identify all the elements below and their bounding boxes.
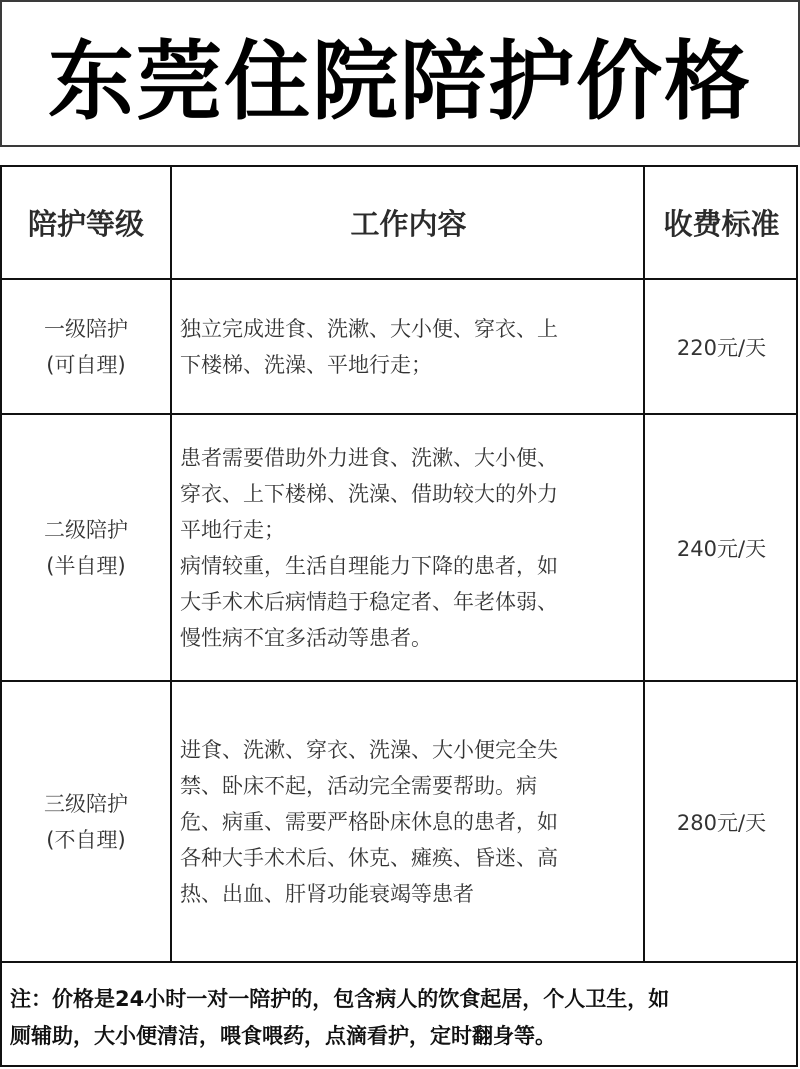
content-line: 进食、洗漱、穿衣、洗澡、大小便完全失 (180, 737, 558, 762)
header-content-label: 工作内容 (350, 207, 467, 241)
title-box (0, 0, 800, 147)
footnote-line: 厕辅助，大小便清洁，喂食喂药，点滴看护，定时翻身等。 (10, 1024, 556, 1048)
content-line: 穿衣、上下楼梯、洗澡、借助较大的外力 (180, 481, 558, 506)
content-cell (172, 280, 645, 413)
page-title: 东莞住院陪护价格 (48, 31, 752, 132)
table-header-row (2, 167, 796, 280)
table-row (2, 415, 796, 682)
level-note: (不自理) (46, 827, 126, 852)
content-line: 大手术术后病情趋于稳定者、年老体弱、 (180, 589, 558, 614)
level-name: 一级陪护 (44, 316, 128, 341)
content-line: 下楼梯、洗澡、平地行走； (180, 352, 432, 377)
price-cell (645, 280, 798, 413)
price-cell (645, 415, 798, 680)
level-note: (可自理) (46, 352, 126, 377)
content-cell (172, 682, 645, 961)
level-name: 三级陪护 (44, 791, 128, 816)
level-cell (2, 415, 172, 680)
footnote-line: 注：价格是24小时一对一陪护的，包含病人的饮食起居，个人卫生，如 (10, 987, 670, 1011)
content-cell (172, 415, 645, 680)
price-cell (645, 682, 798, 961)
header-content (172, 167, 645, 278)
header-price (645, 167, 798, 278)
price-value: 280元/天 (676, 810, 767, 835)
content-line: 平地行走； (180, 517, 285, 542)
content-line: 独立完成进食、洗漱、大小便、穿衣、上 (180, 316, 558, 341)
header-price-label: 收费标准 (663, 207, 780, 241)
price-value: 220元/天 (676, 335, 767, 360)
price-table (0, 165, 798, 1067)
content-line: 危、病重、需要严格卧床休息的患者，如 (180, 809, 558, 834)
content-line: 病情较重，生活自理能力下降的患者，如 (180, 553, 558, 578)
content-line: 各种大手术术后、休克、瘫痪、昏迷、高 (180, 845, 558, 870)
header-level-label: 陪护等级 (27, 207, 144, 241)
level-name: 二级陪护 (44, 517, 128, 542)
level-cell (2, 682, 172, 961)
content-line: 慢性病不宜多活动等患者。 (180, 625, 432, 650)
content-line: 禁、卧床不起，活动完全需要帮助。病 (180, 773, 537, 798)
header-level (2, 167, 172, 278)
level-note: (半自理) (46, 553, 126, 578)
price-value: 240元/天 (676, 536, 767, 561)
table-row (2, 280, 796, 415)
content-line: 患者需要借助外力进食、洗漱、大小便、 (180, 445, 558, 470)
content-line: 热、出血、肝肾功能衰竭等患者 (180, 881, 474, 906)
table-row (2, 682, 796, 963)
level-cell (2, 280, 172, 413)
footnote (2, 963, 796, 1065)
